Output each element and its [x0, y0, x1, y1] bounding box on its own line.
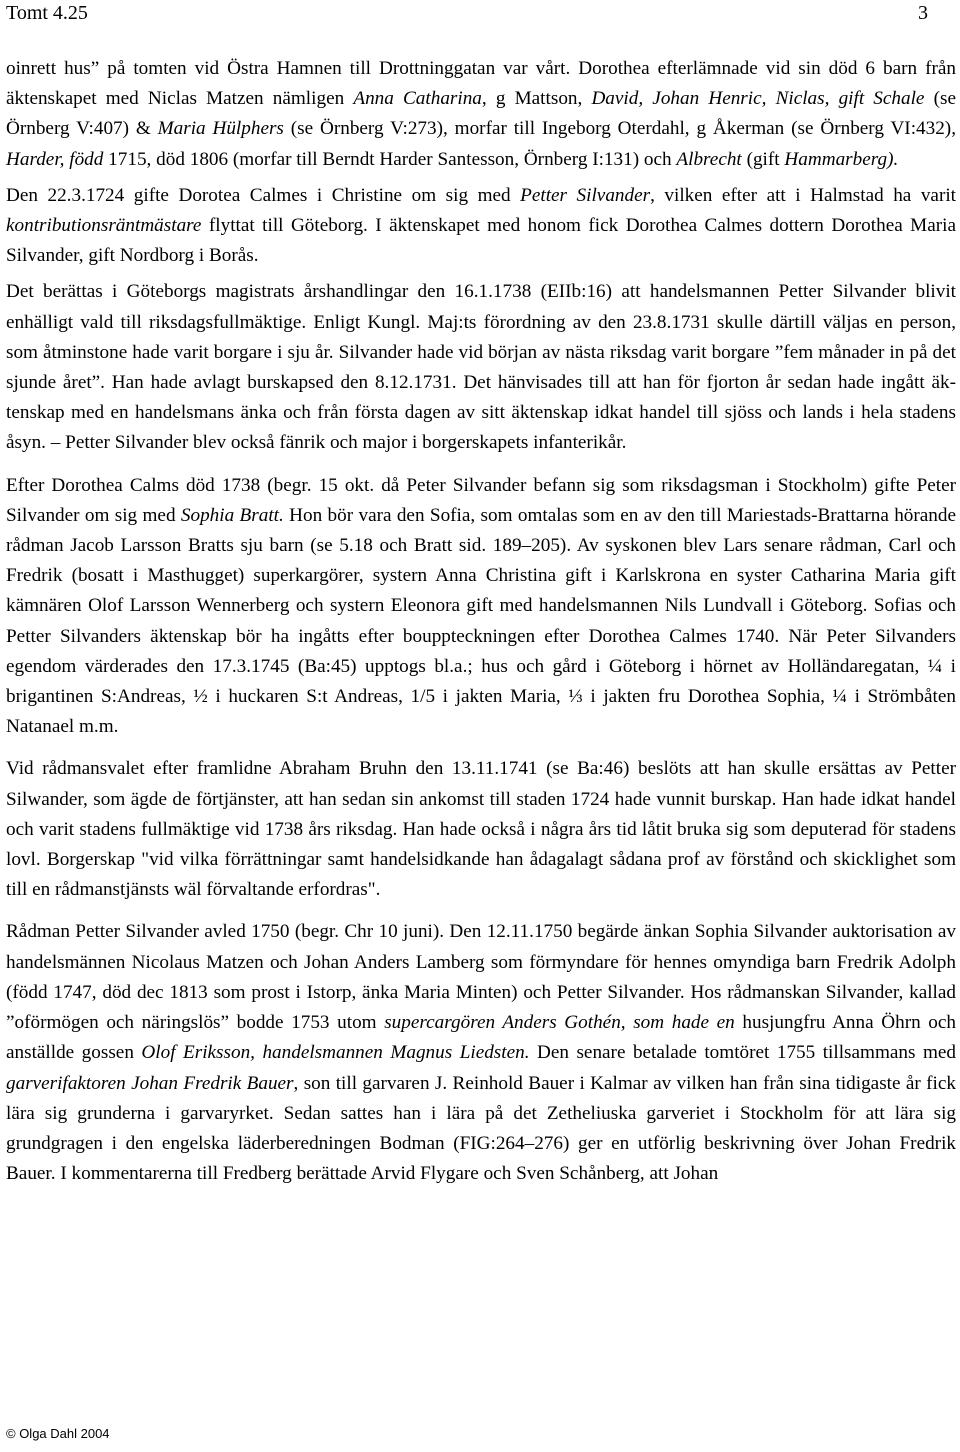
- text-run: Rådman Petter Silvander avled 1750 (begr. Chr 10 juni). Den 12.11.1750 begärde änkan Sophia Silvander auktorisation av handelsmännen Nicolaus Matzen och Johan Anders Lamberg som förmyndare för hennes omyndiga barn Fredrik Adolph (född 1747, död dec 1813 som prost i Istorp, änka Maria Minten) och Petter Silvander. Hos rådmanskan Silvander, kallad ”oförmögen och näringslös” bodde 1753 utom: [6, 921, 956, 1034]
- paragraph-5: [6, 754, 956, 905]
- italic-text-run: Albrecht: [676, 148, 742, 170]
- text-run: Den 22.3.1724 gifte Dorotea Calmes i Christine om sig med: [6, 184, 521, 206]
- document-body: [6, 54, 956, 1189]
- text-run: , vilken efter att i Halmstad ha varit: [650, 184, 957, 206]
- text-run: Vid rådmansvalet efter framlidne Abraham Bruhn den 13.11.1741 (se Ba:46) beslöts att han skulle ersättas av Petter Silwander, som ägde de förtjänster, att han sedan sin ankomst till staden 1724 hade vunnit burskap. Han hade idkat handel och varit stadens fullmäktige vid 1738 års riksdag. Han hade också i några års tid låtit bruka sig som deputerad för stadens lovl. Borgerskap "vid vilka förrättningar samt handelsidkande han ådagalagt sådana prof av förstånd och skicklighet som till en rådmanstjänsts wäl förvaltande erfordras".: [6, 758, 956, 901]
- text-run: oinrett hus” på tomten vid Östra Hamnen till Drottninggatan var vårt. Dorothea efterlämnade vid sin död 6 barn från äktenskapet med Niclas Matzen nämligen: [6, 58, 956, 110]
- page-header: [6, 0, 956, 32]
- text-run: , g Mattson,: [481, 88, 592, 110]
- paragraph-1: [6, 54, 956, 175]
- document-title: Tomt 4.25: [6, 2, 88, 24]
- text-run: husjungfru Anna Öhrn och anställde gossen: [6, 1012, 957, 1064]
- copyright-footer: © Olga Dahl 2004: [6, 1426, 110, 1441]
- italic-text-run: Maria Hülphers: [157, 118, 284, 140]
- text-run: 1715, död 1806 (morfar till Berndt Harder Santesson, Örnberg I:131) och: [103, 148, 677, 170]
- text-run: , son till garvaren J. Reinhold Bauer i Kalmar av vilken han från sina tidigaste år fick lära sig grunderna i garvaryrket. Sedan sattes han i lära på det Zetheliuska garveriet i Stockholm för att lära sig grundgragen i den engelska läderberedningen Bodman (FIG:264–276) ger en utförlig beskrivning över Johan Fredrik Bauer. I kommentarerna till Fredberg berättade Arvid Flygare och Sven Schånberg, att Johan: [6, 1072, 957, 1185]
- paragraph-3: [6, 277, 956, 458]
- italic-text-run: Olof Eriksson, handelsmannen Magnus Liedsten.: [141, 1042, 530, 1064]
- text-run: (gift: [741, 148, 785, 170]
- text-run: Den senare betalade tomtöret 1755 tillsammans med: [529, 1042, 956, 1064]
- paragraph-2: [6, 181, 956, 272]
- italic-text-run: Anna Catharina: [353, 88, 482, 110]
- text-run: flyttat till Göteborg. I äktenskapet med honom fick Dorothea Calmes dottern Dorothea Maria Silvander, gift Nordborg i Borås.: [6, 215, 956, 267]
- italic-text-run: Petter Silvander: [520, 184, 651, 206]
- italic-text-run: David, Johan Henric, Niclas, gift Schale: [591, 88, 925, 110]
- paragraph-6: [6, 917, 956, 1189]
- page-number: 3: [918, 2, 928, 24]
- text-run: (se Örnberg V:273), morfar till Ingeborg Oterdahl, g Åkerman (se Örnberg VI:432),: [283, 118, 956, 140]
- text-run: Efter Dorothea Calms död 1738 (begr. 15 okt. då Peter Silvander befann sig som riksdagsman i Stockholm) gifte Peter Silvander om sig med: [6, 474, 956, 526]
- italic-text-run: kontributionsräntmästare: [6, 215, 202, 237]
- italic-text-run: Hammarberg).: [784, 148, 899, 170]
- italic-text-run: supercargören Anders Gothén, som hade en: [384, 1012, 735, 1034]
- text-run: (se Örnberg V:407) &: [6, 88, 956, 140]
- text-run: Hon bör vara den Sofia, som omtalas som en av den till Mariestads-Brattarna hörande rådman Jacob Larsson Bratts sju barn (se 5.18 och Bratt sid. 189–205). Av syskonen blev Lars senare rådman, Carl och Fredrik (bosatt i Masthugget) superkargörer, systern Anna Christina gift i Karlskrona en syster Catharina Maria gift kämnären Olof Larsson Wennerberg och systern Eleonora gift med handelsmannen Nils Lundvall i Göteborg. Sofias och Petter Silvanders äktenskap bör ha ingåtts efter bouppteckningen efter Dorothea Calmes 1740. När Peter Silvanders egendom värderades den 17.3.1745 (Ba:45) upptogs bl.a.; hus och gård i Göteborg i hörnet av Holländaregatan, ¼ i brigantinen S:Andreas, ½ i huckaren S:t Andreas, 1/5 i jakten Maria, ⅓ i jakten fru Dorothea Sophia, ¼ i Strömbåten Natanael m.m.: [6, 504, 957, 738]
- italic-text-run: garverifaktoren Johan Fredrik Bauer: [6, 1072, 294, 1094]
- italic-text-run: Harder, född: [6, 148, 104, 170]
- text-run: Det berättas i Göteborgs magistrats årshandlingar den 16.1.1738 (EIIb:16) att handelsmannen Petter Silvander blivit enhälligt vald till riksdagsfullmäktige. Enligt Kungl. Maj:ts förordning av den 23.8.1731 skulle därtill väljas en person, som åtminstone hade varit borgare i sju år. Silvander hade vid början av nästa riksdag varit borgare ”fem månader in på det sjunde året”. Han hade avlagt burskapsed den 8.12.1731. Det hänvisades till att han för fjorton år sedan hade ingått äktenskap med en handelsmans änka och från första dagen av sitt äktenskap idkat handel till sjöss och lands i hela stadens åsyn. – Petter Silvander blev också fänrik och major i borgerskapets infanterikår.: [6, 281, 956, 454]
- document-page: [6, 0, 956, 1452]
- italic-text-run: Sophia Bratt.: [180, 504, 284, 526]
- paragraph-4: [6, 471, 956, 743]
